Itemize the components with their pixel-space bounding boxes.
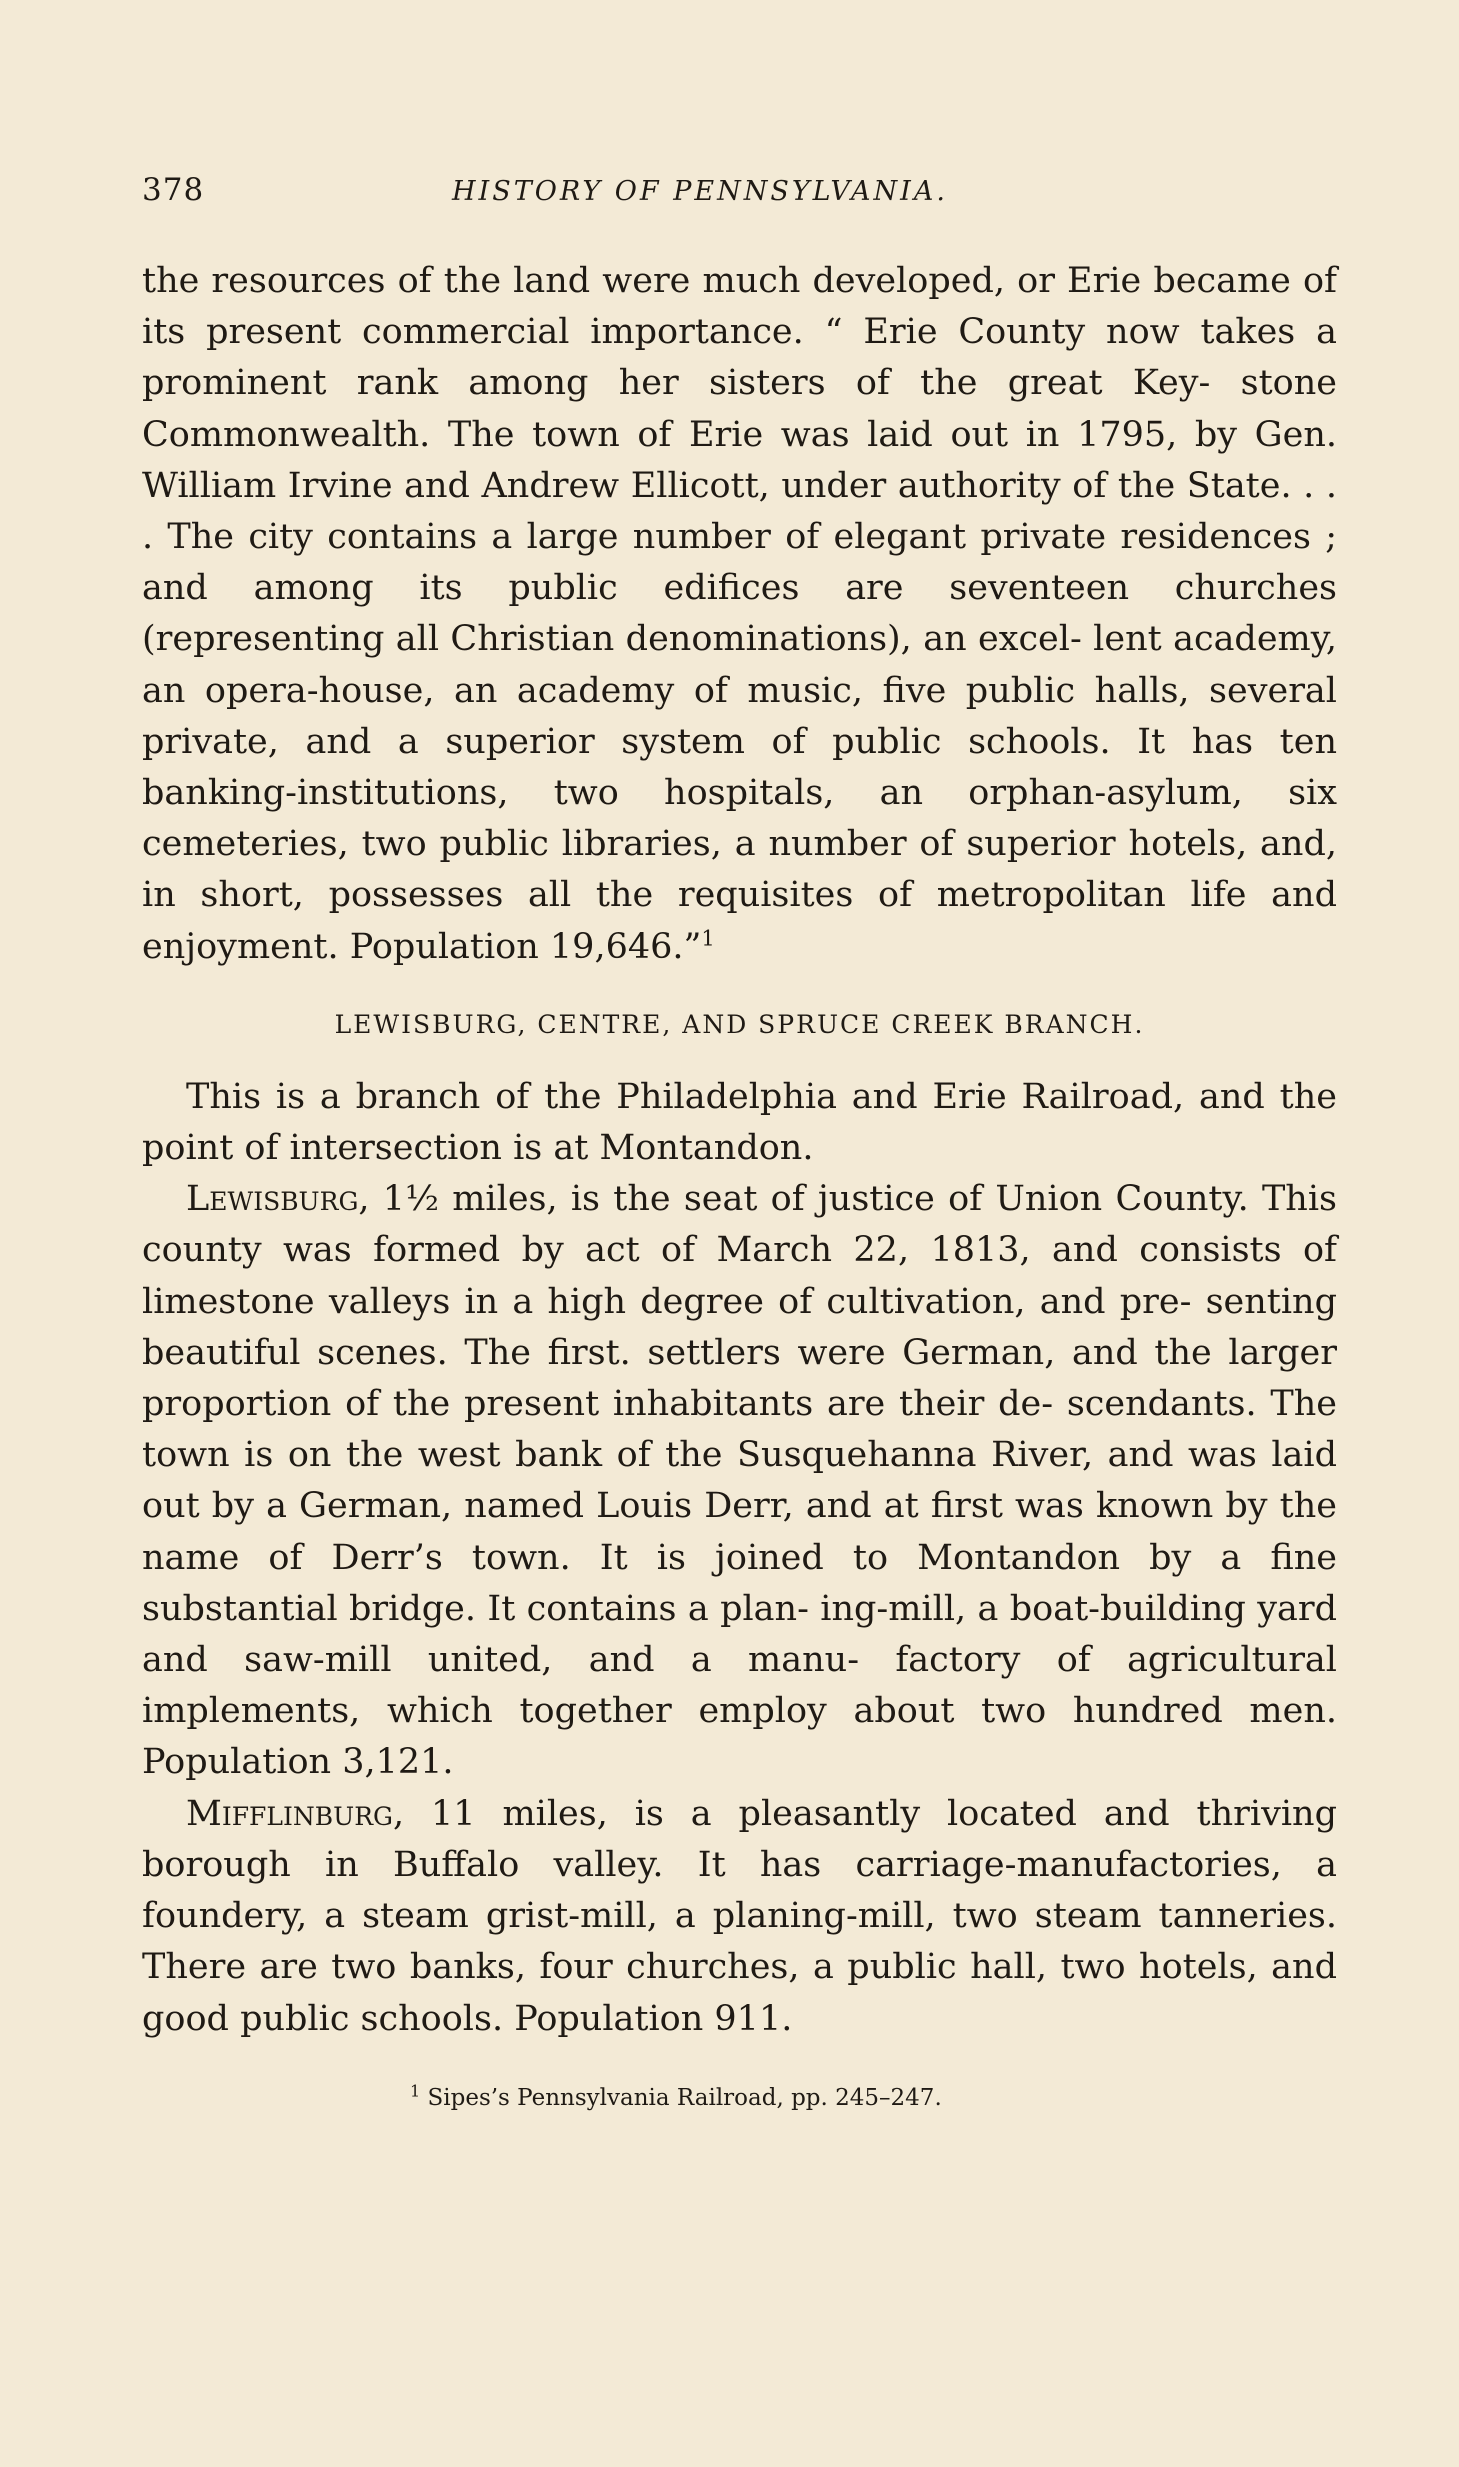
section-heading: LEWISBURG, CENTRE, AND SPRUCE CREEK BRANCH. bbox=[334, 1009, 1145, 1039]
paragraph-lewisburg bbox=[142, 1174, 1337, 1788]
footnote-marker: 1 bbox=[410, 2081, 421, 2101]
paragraph-mifflinburg bbox=[142, 1789, 1337, 2045]
footnote-reference: 1 bbox=[701, 925, 715, 950]
mifflinburg-name: Mifflinburg, bbox=[186, 1793, 405, 1834]
running-head bbox=[142, 172, 1322, 222]
footnote-text: Sipes’s Pennsylvania Railroad, pp. 245–247. bbox=[420, 2084, 942, 2111]
paragraph-branch: This is a branch of the Philadelphia and Erie Railroad, and the point of intersection is at Montandon. bbox=[142, 1076, 1337, 1169]
mifflinburg-text: 11 miles, is a pleasantly located and thriving borough in Buffalo valley. It has carriage-manufactories, a foundery, a steam grist-mill, a planing-mill, two steam tanneries. There are two banks, four churches, a public hall, two hotels, and good public schools. Population 911. bbox=[142, 1793, 1337, 2039]
lewisburg-text: 1½ miles, is the seat of justice of Union County. This county was formed by act of March 22, 1813, and consists of limestone valleys in a high degree of cultivation, and pre- senting beautiful scenes. The first. settlers were German, and the larger proportion of the present inhabitants are their de- scendants. The town is on the west bank of the Susquehanna River, and was laid out by a German, named Louis Derr, and at first was known by the name of Derr’s town. It is joined to Montandon by a fine substantial bridge. It contains a plan- ing-mill, a boat-building yard and saw-mill united, and a manu- factory of agricultural implements, which together employ about two hundred men. Population 3,121. bbox=[142, 1179, 1337, 1783]
lewisburg-name: Lewisburg, bbox=[186, 1179, 370, 1220]
paragraph-erie bbox=[142, 256, 1337, 973]
footnote bbox=[142, 2081, 1337, 2115]
running-title: HISTORY OF PENNSYLVANIA. bbox=[452, 176, 948, 207]
page-number: 378 bbox=[142, 172, 205, 208]
erie-paragraph-text: the resources of the land were much developed, or Erie became of its present commercial importance. “ Erie County now takes a prominent rank among her sisters of the great Key- stone Commonwealth. The town of Erie was laid out in 1795, by Gen. William Irvine and Andrew Ellicott, under authority of the State. . . . The city contains a large number of elegant private residences ; and among its public edifices are seventeen churches (representing all Christian denominations), an excel- lent academy, an opera-house, an academy of music, five public halls, several private, and a superior system of public schools. It has ten banking-institutions, two hospitals, an orphan-asylum, six cemeteries, two public libraries, a number of superior hotels, and, in short, possesses all the requisites of metropolitan life and enjoyment. Population 19,646.” bbox=[142, 261, 1337, 967]
body-text bbox=[142, 256, 1337, 2115]
